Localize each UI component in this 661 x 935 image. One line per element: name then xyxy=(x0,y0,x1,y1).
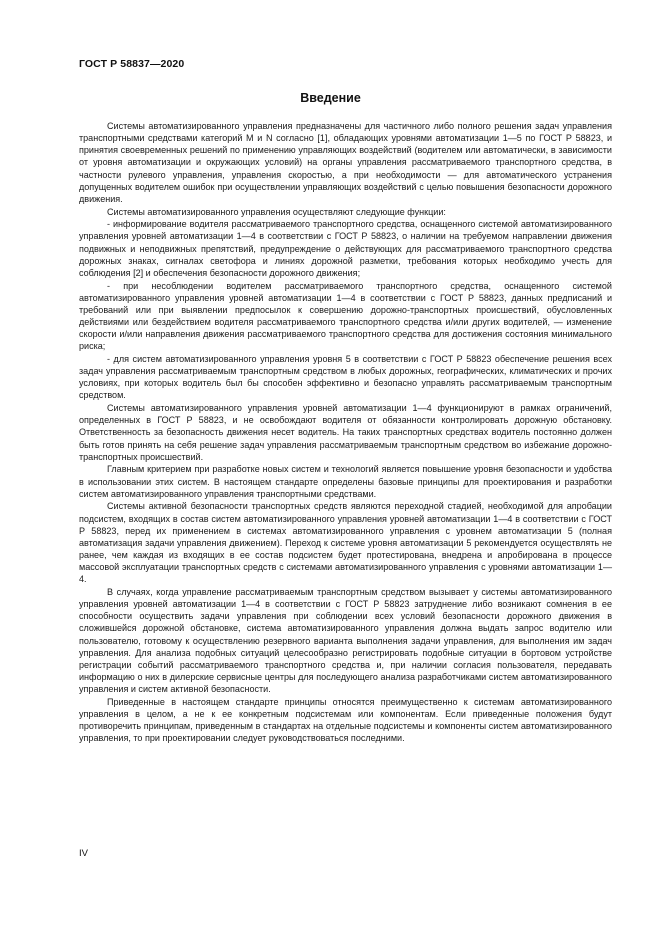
paragraph: Главным критерием при разработке новых систем и технологий является повышение уровня безопасности и удобства в использовании этих систем. В настоящем стандарте определены базовые принципы для проектирования и разработки систем автоматизированного управления транспортными средствами. xyxy=(79,464,612,499)
page-number: IV xyxy=(79,848,88,859)
paragraph: Системы автоматизированного управления предназначены для частичного либо полного решения задач управления транспортными средствами категорий M и N согласно [1], обладающих уровнями автоматизации 1—5 по ГОСТ Р 58823, и принятия своевременных решений по применению управляющих воздействий (водителем или автоматически, в зависимости от уровня автоматизации и окружающих условий) на органы управления рассматриваемого транспортного средства, в частности рулевого управления, управления скоростью, а при необходимости — для автоматического устранения допущенных водителем ошибок при осуществлении управляющих воздействий с целью повышения безопасности дорожного движения. xyxy=(79,121,612,204)
document-header: ГОСТ Р 58837—2020 xyxy=(79,58,185,70)
list-item: - для систем автоматизированного управления уровня 5 в соответствии с ГОСТ Р 58823 обеспечение решения всех задач управления рассматриваемым транспортным средством в любых дорожных, географических, климатических и прочих условиях, при которых водитель был бы способен эффективно и безопасно управлять рассматриваемым транспортным средством. xyxy=(79,353,612,401)
paragraph: Приведенные в настоящем стандарте принципы относятся преимущественно к системам автоматизированного управления в целом, а не к ее конкретным подсистемам или компонентам. Если приведенные положения будут противоречить принципам, приведенным в стандартах на отдельные подсистемы и компоненты систем автоматизированного управления, то при проектировании следует руководствоваться последними. xyxy=(79,696,612,744)
list-item: - информирование водителя рассматриваемого транспортного средства, оснащенного системой автоматизированного управления уровней автоматизации 1—4 в соответствии с ГОСТ Р 58823, о наличии на требуемом направлении движения подвижных и неподвижных препятствий, предупреждение о действующих для рассматриваемого транспортного средства дорожных знаках, сигналах светофора и линиях дорожной разметки, требования которых необходимо учесть для соблюдения [2] и обеспечения безопасности дорожного движения; xyxy=(79,219,612,278)
list-item: - при несоблюдении водителем рассматриваемого транспортного средства, оснащенного системой автоматизированного управления уровней автоматизации 1—4 в соответствии с ГОСТ Р 58823, данных предписаний и требований или при выявлении предпосылок к совершению дорожно-транспортных происшествий, обусловленных действиями или бездействием водителя рассматриваемого транспортного средства и/или других водителей, — изменение скорости и/или направления движения рассматриваемого транспортного средства для достижения состояния минимального риска; xyxy=(79,280,612,352)
paragraph: В случаях, когда управление рассматриваемым транспортным средством вызывает у системы автоматизированного управления уровней автоматизации 1—4 в соответствии с ГОСТ Р 58823 затруднение либо возникают сомнения в ее способности осуществить задачи управления при соблюдении всех условий безопасности дорожного движения в сложившейся дорожной обстановке, система автоматизированного управления должна выдать запрос водителю или пользователю, готовому к осуществлению резервного варианта выполнения задачи управления, для выполнения им задач управления. Для анализа подобных ситуаций целесообразно регистрировать подобные ситуации в бортовом устройстве регистрации событий рассматриваемого транспортного средства и, при наличии согласия пользователя, передавать информацию о них в дилерские сервисные центры для последующего анализа разработчиками систем автоматизированного управления и систем активной безопасности. xyxy=(79,586,612,695)
paragraph: Системы активной безопасности транспортных средств являются переходной стадией, необходимой для апробации подсистем, входящих в состав систем автоматизированного управления уровней автоматизации 1—4 в соответствии с ГОСТ Р 58823, перед их применением в системах автоматизированного управления с уровнем автоматизации 5 (полная автоматизация задачи управления движением). Переход к системе уровня автоматизации 5 рекомендуется осуществлять не ранее, чем каждая из входящих в ее состав подсистем будет протестирована, внедрена и апробирована в процессе массовой эксплуатации транспортных средств с системами автоматизированного управления с уровнями автоматизации 1—4. xyxy=(79,501,612,585)
paragraph: Системы автоматизированного управления уровней автоматизации 1—4 функционируют в рамках ограничений, определенных в ГОСТ Р 58823, и не освобождают водителя от обязанности контролировать дорожную обстановку. Ответственность за безопасность движения несет водитель. На таких транспортных средствах водитель постоянно должен быть готов принять на себя решение задач управления рассматриваемым транспортным средством во избежание дорожно-транспортных происшествий. xyxy=(79,403,612,462)
paragraph: Системы автоматизированного управления осуществляют следующие функции: xyxy=(107,206,446,217)
section-title: Введение xyxy=(300,91,361,105)
body-text xyxy=(79,120,612,744)
